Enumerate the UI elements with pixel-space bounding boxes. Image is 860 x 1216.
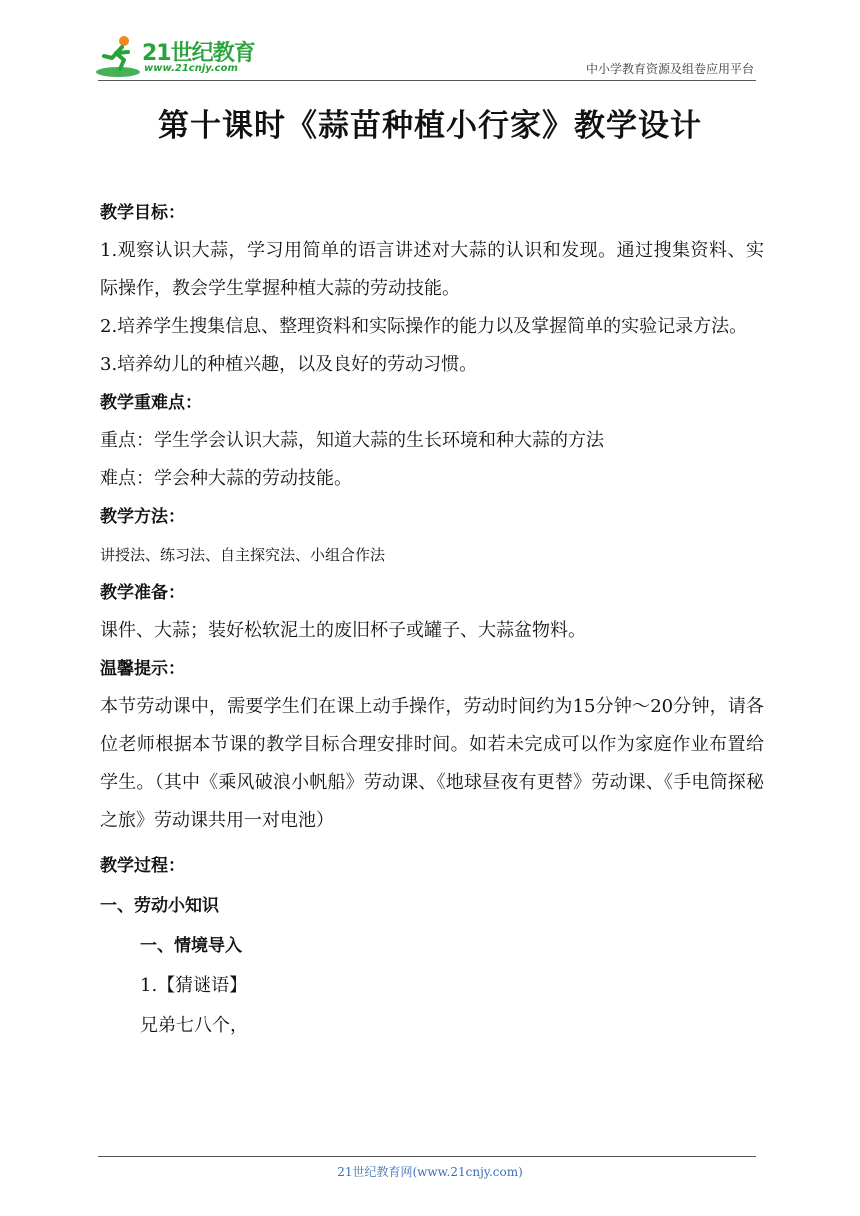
preparation-heading: 教学准备： [100,583,185,603]
objective-item: 3.培养幼儿的种植兴趣，以及良好的劳动习惯。 [100,354,478,375]
process-heading: 教学过程： [100,856,185,876]
document-title: 第十课时《蒜苗种植小行家》教学设计 [158,108,702,144]
methods-text: 讲授法、练习法、自主探究法、小组合作法 [100,546,386,564]
process-subsection-title: 一、情境导入 [140,936,242,956]
site-logo [94,34,264,80]
header-platform-text: 中小学教育资源及组卷应用平台 [585,62,754,76]
objectives-heading: 教学目标： [100,203,185,223]
document-body [100,194,764,1046]
header-divider [98,80,756,81]
process-part-title: 一、劳动小知识 [100,896,219,916]
key-point-difficulty: 难点：学会种大蒜的劳动技能。 [100,468,352,489]
footer-divider [98,1156,756,1157]
tips-heading: 温馨提示： [100,659,185,679]
preparation-text: 课件、大蒜；装好松软泥土的废旧杯子或罐子、大蒜盆物料。 [100,620,586,641]
riddle-line: 兄弟七八个， [140,1015,248,1036]
footer-text: 21世纪教育网(www.21cnjy.com) [337,1165,523,1179]
objective-item: 1.观察认识大蒜，学习用简单的语言讲述对大蒜的认识和发现。通过搜集资料、实际操作，教会学生掌握种植大蒜的劳动技能。 [100,240,764,299]
logo-url-text: www.21cnjy.com [144,63,238,74]
key-point-focus: 重点：学生学会认识大蒜，知道大蒜的生长环境和种大蒜的方法 [100,430,604,451]
methods-heading: 教学方法： [100,507,185,527]
tips-text: 本节劳动课中，需要学生们在课上动手操作，劳动时间约为15分钟～20分钟，请各位老师根据本节课的教学目标合理安排时间。如若未完成可以作为家庭作业布置给学生。（其中《乘风破浪小帆船》劳动课、《地球昼夜有更替》劳动课、《手电筒探秘之旅》劳动课共用一对电池） [100,696,764,831]
key-points-heading: 教学重难点： [100,393,202,413]
objective-item: 2.培养学生搜集信息、整理资料和实际操作的能力以及掌握简单的实验记录方法。 [100,316,748,337]
runner-logo-icon [94,34,142,80]
process-item-title: 1.【猜谜语】 [140,975,248,996]
logo-brand-text: 21世纪教育 [142,41,255,66]
